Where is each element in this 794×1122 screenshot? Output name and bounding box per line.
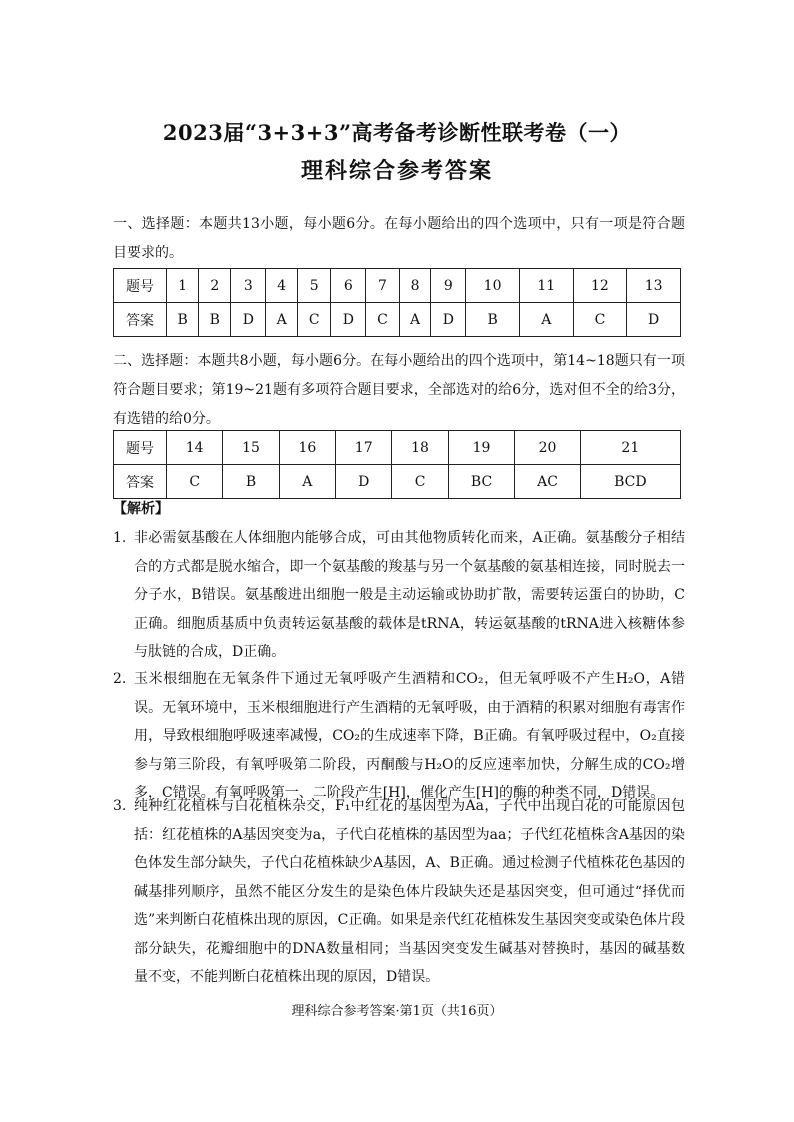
section2-intro: 二、选择题：本题共8小题，每小题6分。在每小题给出的四个选项中，第14~18题只有一项符合题目要求；第19~21题有多项符合题目要求，全部选对的给6分，选对但不全的给3分，有选错的给0分。 [113, 353, 685, 427]
answer-cell: A [519, 303, 573, 337]
answer-cell: C [167, 465, 223, 499]
section1-answer-table [113, 268, 681, 337]
analysis-item-text: 玉米根细胞在无氧条件下通过无氧呼吸产生酒精和CO₂，但无氧呼吸不产生H₂O，A错误。无氧环境中，玉米根细胞进行产生酒精的无氧呼吸，由于酒精的积累对细胞有毒害作用，导致根细胞呼吸速率减慢，CO₂的生成速率下降，B正确。有氧呼吸过程中，O₂直接参与第三阶段，有氧呼吸第二阶段，丙酮酸与H₂O的反应速率加快，分解生成的CO₂增多，C错误。有氧呼吸第一、二阶段产生[H]，催化产生[H]的酶的种类不同，D错误。 [134, 671, 685, 801]
question-number: 20 [515, 431, 580, 465]
question-number: 8 [399, 269, 431, 303]
question-number: 17 [336, 431, 392, 465]
answer-cell: D [431, 303, 466, 337]
answer-cell: B [223, 465, 279, 499]
analysis-item [113, 524, 685, 667]
analysis-item-number: 1. [113, 530, 127, 546]
answer-cell: AC [515, 465, 580, 499]
question-number-row [114, 269, 681, 303]
answer-row [114, 465, 681, 499]
question-number: 15 [223, 431, 279, 465]
analysis-item-number: 2. [113, 671, 127, 687]
row-label: 答案 [114, 465, 167, 499]
question-number: 12 [573, 269, 627, 303]
answer-cell: D [627, 303, 681, 337]
question-number: 19 [448, 431, 515, 465]
exam-subtitle: 理科综合参考答案 [300, 158, 493, 184]
analysis-item [113, 792, 685, 992]
question-number: 16 [279, 431, 335, 465]
exam-title: 2023届“3+3+3”高考备考诊断性联考卷（一） [162, 120, 632, 145]
question-number: 11 [519, 269, 573, 303]
question-number: 18 [392, 431, 448, 465]
question-number: 10 [466, 269, 520, 303]
answer-cell: D [231, 303, 266, 337]
answer-cell: BC [448, 465, 515, 499]
question-number: 5 [297, 269, 330, 303]
analysis-item [113, 665, 685, 808]
section2-answer-table [113, 430, 681, 499]
answer-cell: B [199, 303, 231, 337]
answer-cell: A [266, 303, 298, 337]
answer-cell: C [366, 303, 399, 337]
question-number-row [114, 431, 681, 465]
analysis-heading: 【解析】 [113, 501, 169, 517]
question-number: 14 [167, 431, 223, 465]
question-number: 3 [231, 269, 266, 303]
analysis-item-number: 3. [113, 798, 127, 814]
answer-cell: A [399, 303, 431, 337]
answer-cell: D [336, 465, 392, 499]
answer-cell: A [279, 465, 335, 499]
row-label: 答案 [114, 303, 167, 337]
analysis-item-text: 纯种红花植株与白花植株杂交，F₁中红花的基因型为Aa，子代中出现白花的可能原因包括：红花植株的A基因突变为a，子代白花植株的基因型为aa；子代红花植株含A基因的染色体发生部分缺失，子代白花植株缺少A基因，A、B正确。通过检测子代植株花色基因的碱基排列顺序，虽然不能区分发生的是染色体片段缺失还是基因突变，但可通过“择优而选”来判断白花植株出现的原因，C正确。如果是亲代红花植株发生基因突变或染色体片段部分缺失，花瓣细胞中的DNA数量相同；当基因突变发生碱基对替换时，基因的碱基数量不变，不能判断白花植株出现的原因，D错误。 [134, 798, 685, 985]
question-number: 21 [580, 431, 680, 465]
page-footer: 理科综合参考答案·第1页（共16页） [291, 1004, 503, 1019]
question-number: 6 [331, 269, 366, 303]
answer-cell: BCD [580, 465, 680, 499]
row-label: 题号 [114, 431, 167, 465]
analysis-item-text: 非必需氨基酸在人体细胞内能够合成，可由其他物质转化而来，A正确。氨基酸分子相结合的方式都是脱水缩合，即一个氨基酸的羧基与另一个氨基酸的氨基相连接，同时脱去一分子水，B错误。氨基酸进出细胞一般是主动运输或协助扩散，需要转运蛋白的协助，C正确。细胞质基质中负责转运氨基酸的载体是tRNA，转运氨基酸的tRNA进入核糖体参与肽链的合成，D正确。 [134, 530, 685, 660]
question-number: 1 [167, 269, 199, 303]
answer-cell: C [573, 303, 627, 337]
answer-cell: B [167, 303, 199, 337]
question-number: 13 [627, 269, 681, 303]
answer-cell: B [466, 303, 520, 337]
answer-cell: C [392, 465, 448, 499]
question-number: 2 [199, 269, 231, 303]
answer-cell: C [297, 303, 330, 337]
question-number: 4 [266, 269, 298, 303]
answer-row [114, 303, 681, 337]
question-number: 9 [431, 269, 466, 303]
answer-cell: D [331, 303, 366, 337]
section1-intro: 一、选择题：本题共13小题，每小题6分。在每小题给出的四个选项中，只有一项是符合题目要求的。 [113, 216, 685, 261]
row-label: 题号 [114, 269, 167, 303]
question-number: 7 [366, 269, 399, 303]
